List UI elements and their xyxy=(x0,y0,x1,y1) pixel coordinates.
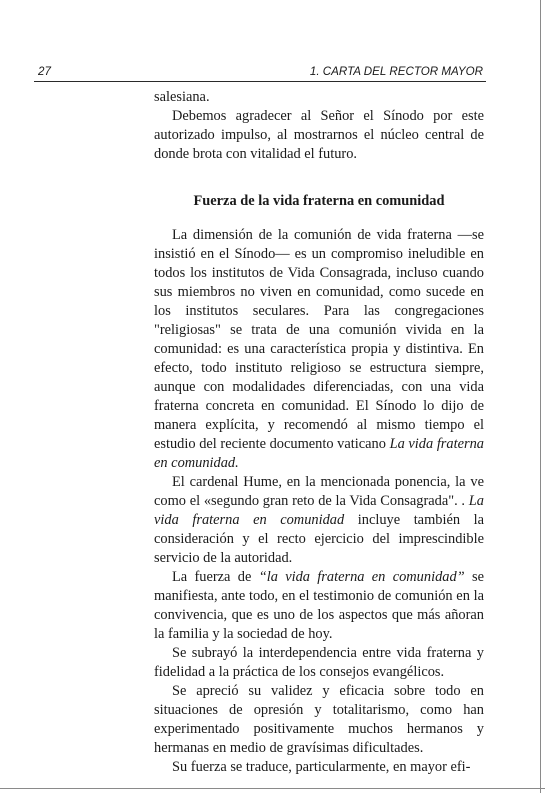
chapter-title: 1. CARTA DEL RECTOR MAYOR xyxy=(309,65,483,78)
paragraph-3-text-b: se manifiesta, ante todo, en el testimonio de comunión en la convivencia, que es uno de los aspectos que más añoran la familia y la sociedad de hoy. xyxy=(154,569,484,642)
paragraph-2-text-b: incluye también la consideración y el recto ejercicio del imprescindible servicio de la autoridad. xyxy=(154,512,484,566)
paragraph-3-text-a: La fuerza de xyxy=(172,569,252,585)
page-frame-right xyxy=(540,0,541,793)
page-number: 27 xyxy=(38,65,51,78)
paragraph-thanks: Debemos agradecer al Señor el Sínodo por este autorizado impulso, al mostrarnos el núcleo central de donde brota con vitalidad el futuro. xyxy=(154,108,484,162)
section-heading: Fuerza de la vida fraterna en comunidad xyxy=(193,193,445,209)
paragraph-2-italic: La vida fraterna en comunidad xyxy=(154,493,484,528)
paragraph-1-text: La dimensión de la comunión de vida fraterna —se insistió en el Sínodo— es un compromiso ineludible en todos los institutos de Vida Consagrada, incluso cuando sus miembros no viven en comunidad, como sucede en los institutos seculares. Para las congregaciones "religiosas" se trata de una comunión vivida en la comunidad: es una característica propia y distintiva. En efecto, todo instituto religioso se estructura siempre, aunque con modalidades diferenciadas, con una vida fraterna concreta en comunidad. El Sínodo lo dijo de manera explícita, y recomendó al mismo tiempo el estudio del reciente documento vaticano xyxy=(154,227,484,452)
paragraph-1 xyxy=(154,226,484,473)
paragraph-intro: salesiana. xyxy=(154,89,210,105)
paragraph-3-italic: “la vida fraterna en comunidad” xyxy=(258,569,465,585)
paragraph-3 xyxy=(154,568,484,644)
paragraph-2-text-a: El cardenal Hume, en la mencionada ponencia, la ve como el «segundo gran reto de la Vida Consagrada". . xyxy=(154,474,484,509)
paragraph-6: Su fuerza se traduce, particularmente, en mayor efi- xyxy=(172,759,471,775)
paragraph-1-italic: La vida fraterna en comunidad. xyxy=(154,436,484,471)
running-header xyxy=(34,65,486,82)
paragraph-4: Se subrayó la interdependencia entre vida fraterna y fidelidad a la práctica de los consejos evangélicos. xyxy=(154,645,484,680)
body-text xyxy=(154,88,484,777)
page-frame-bottom xyxy=(0,788,545,789)
paragraph-2 xyxy=(154,473,484,568)
paragraph-5: Se apreció su validez y eficacia sobre todo en situaciones de opresión y totalitarismo, como han experimentado positivamente muchos hermanos y hermanas en medio de gravísimas dificultades. xyxy=(154,683,484,756)
